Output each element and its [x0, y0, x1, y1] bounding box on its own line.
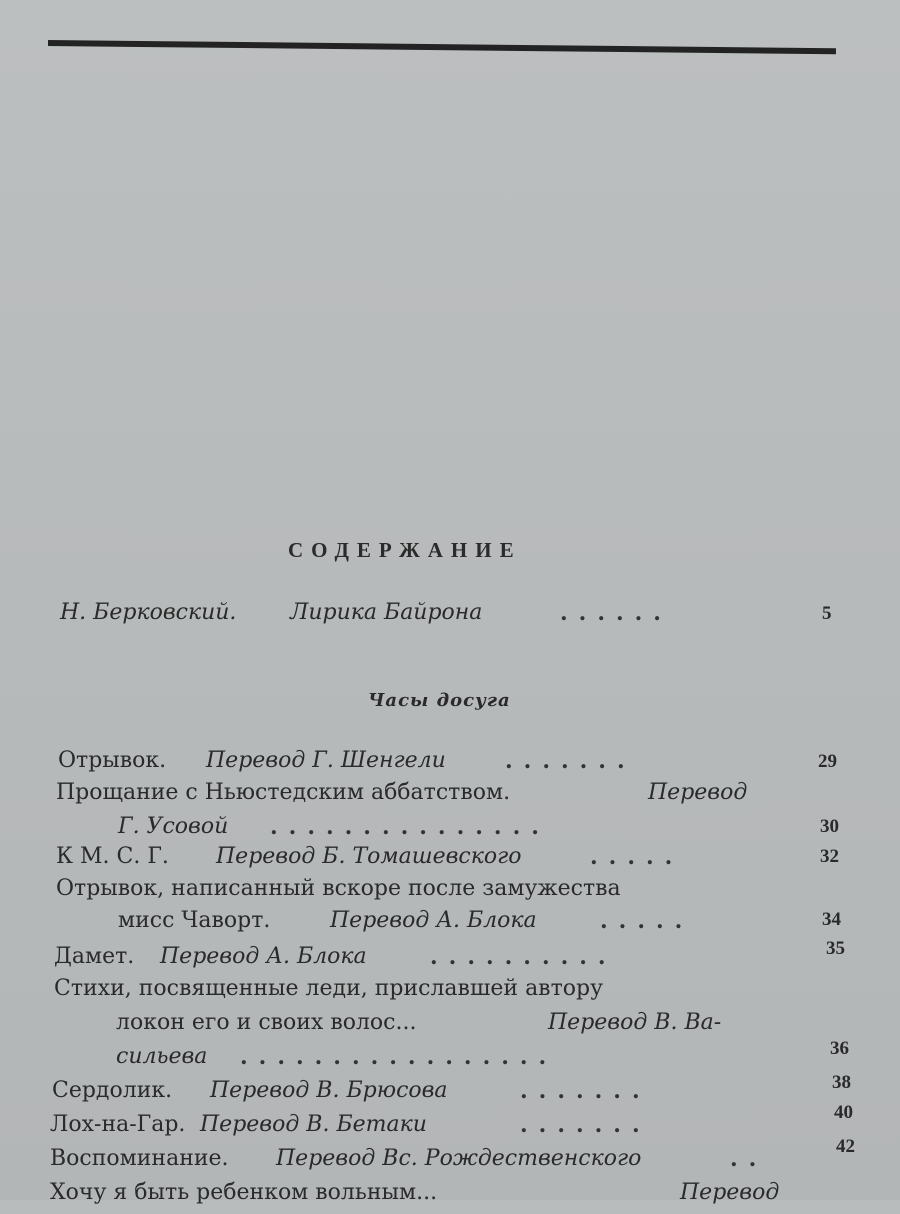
entry-translator: Перевод Г. Шенгели	[206, 748, 446, 773]
entry-translator: Перевод А. Блока	[330, 908, 537, 933]
entry-translator: Перевод	[648, 780, 748, 805]
toc-entry-continuation	[0, 1038, 900, 1078]
page-number: 42	[836, 1136, 855, 1157]
toc-entry	[0, 976, 900, 1010]
entry-title: К М. С. Г.	[56, 844, 169, 869]
page-number: 29	[818, 751, 837, 772]
entry-title: Стихи, посвященные леди, приславшей автору	[54, 976, 604, 1001]
entry-translator: Перевод Вс. Рождественского	[276, 1146, 642, 1171]
page-number: 40	[834, 1102, 853, 1123]
page-number: 32	[820, 846, 839, 867]
page-number: 36	[830, 1038, 849, 1059]
leader-dots: .....	[600, 908, 694, 934]
entry-translator: сильева	[116, 1044, 208, 1069]
entry-translator: Перевод В. Брюсова	[210, 1078, 448, 1103]
leader-dots: .......	[505, 748, 636, 774]
section-title: Часы досуга	[368, 690, 511, 711]
entry-title: Отрывок.	[58, 748, 167, 773]
entry-title: Хочу я быть ребенком вольным...	[50, 1180, 438, 1205]
leader-dots: .......	[520, 1078, 651, 1104]
entry-title: мисс Чаворт.	[118, 908, 271, 933]
leader-dots: .......	[520, 1112, 651, 1138]
toc-entry-continuation	[0, 1010, 900, 1044]
entry-title: Сердолик.	[52, 1078, 173, 1103]
leader-dots: ...............	[270, 814, 550, 840]
entry-title: Лох-на-Гар.	[50, 1112, 186, 1137]
entry-translator: Перевод Б. Томашевского	[216, 844, 522, 869]
leader-dots: ......	[560, 600, 672, 626]
toc-entry	[0, 876, 900, 910]
page-number: 34	[822, 909, 841, 930]
toc-entry-intro	[0, 600, 900, 634]
page-number: 38	[832, 1072, 851, 1093]
leader-dots: .................	[240, 1044, 558, 1070]
entry-translator: Перевод В. Ва-	[548, 1010, 722, 1035]
page-number: 35	[826, 938, 845, 959]
toc-entry-continuation	[0, 908, 900, 942]
toc-entry	[0, 1180, 900, 1214]
toc-entry	[0, 1072, 900, 1112]
top-rule	[48, 40, 836, 54]
entry-title: локон его и своих волос...	[116, 1010, 417, 1035]
page-title: СОДЕРЖАНИЕ	[288, 538, 522, 562]
entry-translator: Перевод	[680, 1180, 780, 1205]
leader-dots: ..........	[430, 944, 617, 970]
entry-title: Отрывок, написанный вскоре после замужества	[56, 876, 621, 901]
page-number: 30	[820, 816, 839, 837]
entry-translator: Г. Усовой	[118, 814, 229, 839]
toc-entry	[0, 780, 900, 814]
toc-entry	[0, 1136, 900, 1180]
page-number: 5	[822, 603, 832, 624]
entry-title: Дамет.	[54, 944, 135, 969]
toc-entry	[0, 844, 900, 878]
entry-title: Лирика Байрона	[290, 600, 483, 625]
toc-entry	[0, 1102, 900, 1146]
entry-translator: Перевод В. Бетаки	[200, 1112, 427, 1137]
toc-entry	[0, 938, 900, 978]
entry-title: Воспоминание.	[50, 1146, 229, 1171]
entry-translator: Перевод А. Блока	[160, 944, 367, 969]
leader-dots: ..	[730, 1146, 768, 1172]
entry-title: Прощание с Ньюстедским аббатством.	[56, 780, 511, 805]
leader-dots: .....	[590, 844, 684, 870]
entry-author: Н. Берковский.	[60, 600, 237, 625]
toc-entry	[0, 748, 900, 782]
toc-entry-continuation	[0, 814, 900, 848]
